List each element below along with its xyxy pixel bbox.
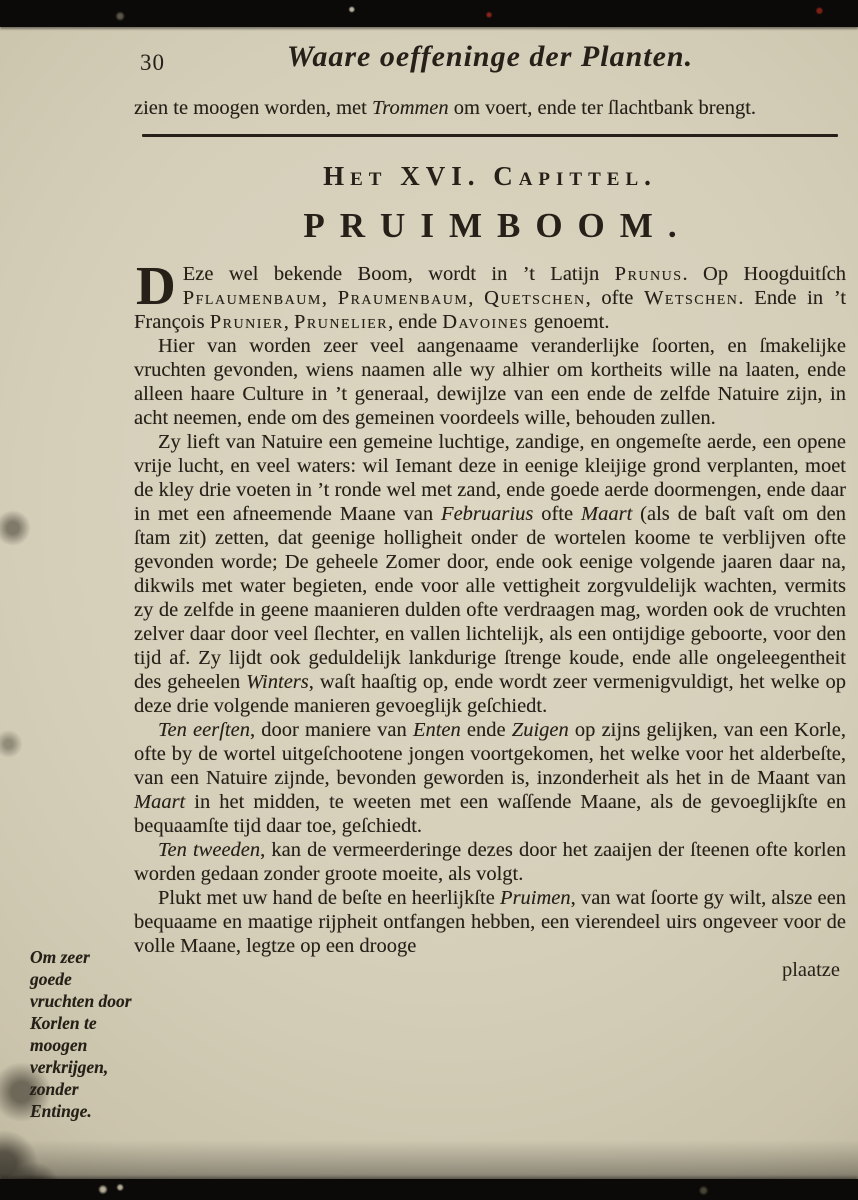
text-run: Wetschen xyxy=(644,287,739,309)
text-run: Eze wel bekende Boom, wordt in ’t Latijn xyxy=(182,263,615,285)
body-text xyxy=(134,255,847,958)
text-run: om voert, ende ter ſlachtbank brengt. xyxy=(448,97,757,119)
text-run: Februarius xyxy=(441,503,534,525)
text-run: . Op Hoogduitſch xyxy=(682,263,846,285)
text-run: , xyxy=(321,287,338,309)
text-run: (als de baſt vaſt om den ſtam zit) zetten, dat geenige holligheit onder de wortelen koome te verblijven ofte gevonden worde; De geheele Zomer door, ende ook eenige volgende jaaren daar na, dikwils met water begieten, ende voor alle vettigheit zorgvuldelijk wachten, vermits zy de zelfde in geene maanieren dulden ofte verdraagen mag, worden ook de vruchten zelver daar door veel ſlechter, en vallen lichtelijk, als een ontijdige geboorte, voor den tijd af. Zy lijdt ook geduldelijk lankdurige ſtrenge koude, ende alle ongeleegentheit des geheelen xyxy=(134,503,846,693)
text-run: Maart xyxy=(581,503,633,525)
paragraph xyxy=(134,838,846,886)
text-run: Prunier xyxy=(209,311,284,333)
chapter-title: PRUIMBOOM. xyxy=(303,206,692,245)
text-run: , kan de vermeerderinge dezes door het zaaijen der ſteenen ofte korlen worden gedaan zonder groote moeite, als volgt. xyxy=(134,839,846,885)
text-run: , waſt haaſtig op, ende wordt zeer vermenigvuldigt, het welke op deze drie volgende manieren gevoeglijk geſchiedt. xyxy=(134,671,846,717)
paragraph xyxy=(134,718,846,838)
text-run: Enten xyxy=(412,719,461,741)
scan-edge-bottom xyxy=(0,1179,858,1200)
running-title: Waare oeffeninge der Planten. xyxy=(286,40,694,73)
text-run: op zijns gelijken, van een Korle, ofte by de wortel uitgeſchootene jongen voortgekomen, het welke voor het alderbeſte, van een Natuire zijnde, bevonden geworden is, inzonderheit als het in de Maant van xyxy=(134,719,846,789)
text-run: ende xyxy=(460,719,512,741)
text-run: Pruimen xyxy=(500,887,571,909)
text-run: Hier van worden zeer veel aangenaame veranderlijke ſoorten, en ſmakelijke vruchten gevonden, wiens naamen alle wy alhier om kortheits wille na laaten, ende alleen haare Culture in ’t generaal, dewijlze van een ende de zelfde Natuire zijn, in acht neemen, ende om des gemeinen voordeels wille, behouden zullen. xyxy=(134,335,846,429)
text-run: Zy lieft van Natuire een gemeine luchtige, zandige, en ongemeſte aerde, een opene vrije lucht, en veel waters: wil Iemant deze in eenige kleijige grond verplanten, moet de kley drie voeten in ’t ronde wel met zand, ende goede aerde doormengen, ende daar in met een afneemende Maane van xyxy=(134,431,846,525)
text-run: , ende xyxy=(388,311,443,333)
text-run: Trommen xyxy=(371,97,449,119)
text-run: , ofte xyxy=(585,287,645,309)
text-run: Quetschen xyxy=(484,287,586,309)
catchword: plaatze xyxy=(781,959,840,981)
page-number: 30 xyxy=(140,50,165,75)
text-run: Davoines xyxy=(442,311,529,333)
text-run: Prunus xyxy=(614,263,683,285)
paragraph xyxy=(134,255,847,334)
paragraph xyxy=(134,430,846,718)
chapter-heading: Het XVI. Capittel. xyxy=(323,161,657,191)
text-run: Pflaumenbaum xyxy=(182,287,322,309)
drop-cap: D xyxy=(136,255,176,316)
page-header xyxy=(134,34,846,92)
scan-edge-top xyxy=(0,0,858,27)
text-run: Winters xyxy=(246,671,309,693)
text-run: Ten tweeden xyxy=(158,839,261,861)
text-run: , van wat ſoorte gy wilt, alsze een bequaame en maatige rijpheit ontfangen hebben, een vierendeel uirs ongeveer voor de volle Maane, legtze op een drooge xyxy=(134,887,847,957)
text-run: Maart xyxy=(134,791,186,813)
divider-rule xyxy=(142,134,838,137)
text-run: , xyxy=(283,311,294,333)
text-run: Prunelier xyxy=(294,311,389,333)
intro-paragraph xyxy=(134,96,846,120)
text-run: zien te moogen worden, met xyxy=(134,97,372,119)
text-run: in het midden, te weeten met een waſſende Maane, als de gevoeglijkſte en bequaamſte tijd daar toe, geſchiedt. xyxy=(134,791,846,837)
text-run: ofte xyxy=(533,503,582,525)
paragraph xyxy=(134,334,846,430)
text-run: . Ende in ’t François xyxy=(134,287,847,333)
margin-note: Om zeer goede vruchten door Korlen te moogen verkrijgen, zonder Entinge. xyxy=(30,947,132,1121)
text-run: genoemt. xyxy=(528,311,610,333)
paragraph xyxy=(134,96,846,120)
text-run: Praumenbaum xyxy=(337,287,469,309)
text-run: , xyxy=(468,287,485,309)
text-run: Plukt met uw hand de beſte en heerlijkſte xyxy=(158,887,501,909)
text-run: , door maniere van xyxy=(249,719,413,741)
text-run: Zuigen xyxy=(511,719,569,741)
text-run: Ten eerſten xyxy=(158,719,250,741)
paragraph xyxy=(134,886,846,958)
page-content xyxy=(134,34,846,982)
